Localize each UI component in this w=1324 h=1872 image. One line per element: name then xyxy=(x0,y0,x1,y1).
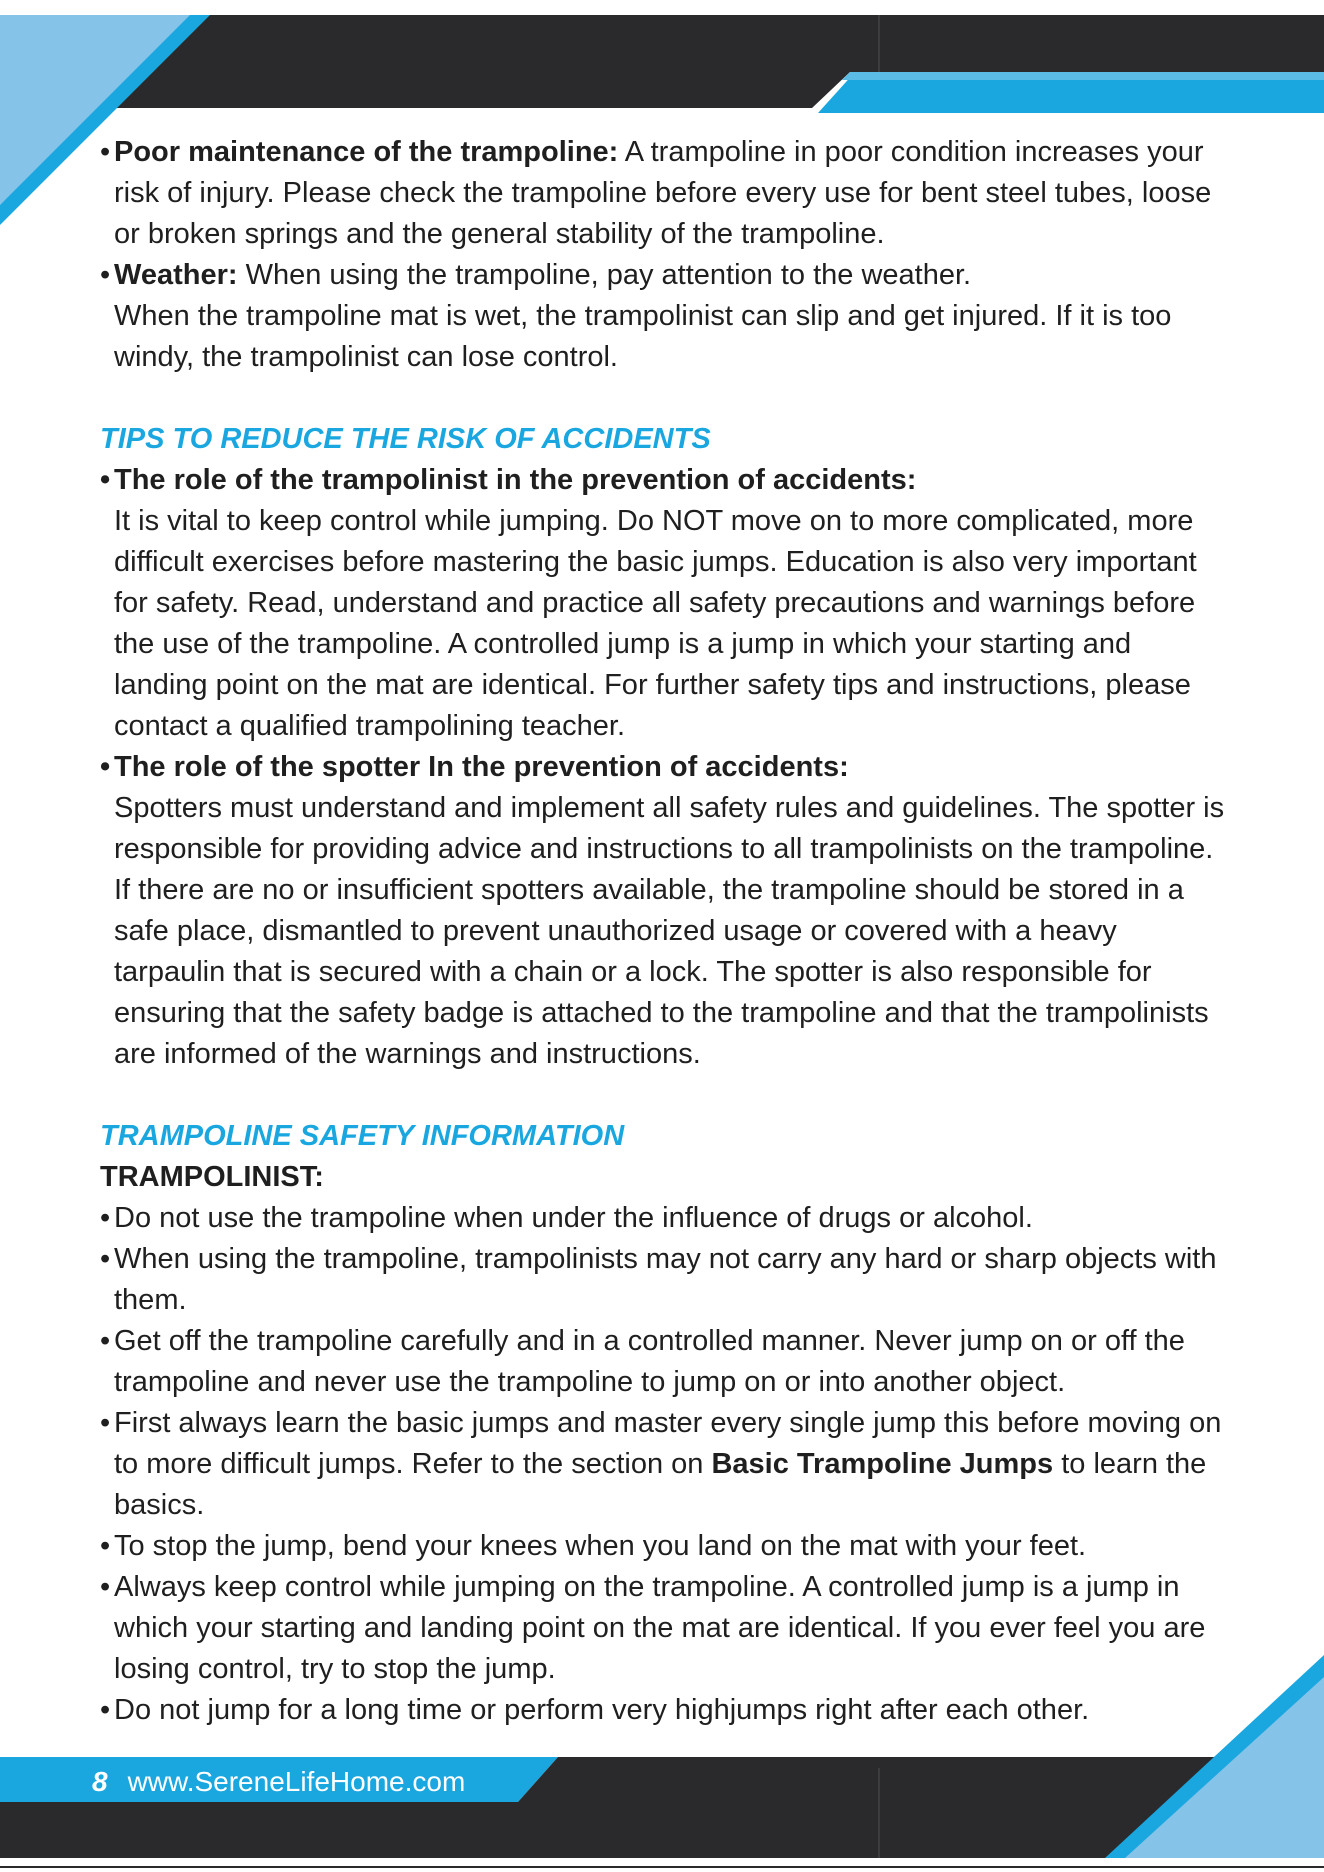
tips-heading-trampolinist: • The role of the trampolinist in the prevention of accidents: xyxy=(100,464,917,496)
safety-item: • When using the trampoline, trampolinists may not carry any hard or sharp objects with them. xyxy=(100,1243,1217,1316)
tips-body-trampolinist: It is vital to keep control while jumping. Do NOT move on to more complicated, more difficult exercises before mastering the basic jumps. Education is also very important for safety. Read, understand and practice all safety precautions and warnings before the use of the trampoline. A controlled jump is a jump in which your starting and landing point on the mat are identical. For further safety tips and instructions, please contact a qualified trampolining teacher. xyxy=(114,505,1197,742)
page-bottom-line xyxy=(0,1866,1324,1868)
page-number: 8 xyxy=(92,1766,108,1797)
safety-item: • First always learn the basic jumps and master every single jump this before moving on to more difficult jumps. Refer to the section on Basic Trampoline Jumps to learn the basics. xyxy=(100,1407,1222,1521)
intro-item-weather: • Weather: When using the trampoline, pay attention to the weather. xyxy=(100,259,972,291)
document-body xyxy=(100,132,1230,1731)
website-link[interactable]: www.SereneLifeHome.com xyxy=(127,1766,466,1797)
safety-item: • To stop the jump, bend your knees when you land on the mat with your feet. xyxy=(100,1530,1087,1562)
tips-heading-spotter: • The role of the spotter In the prevention of accidents: xyxy=(100,751,849,783)
section-title-safety: TRAMPOLINE SAFETY INFORMATION xyxy=(100,1120,625,1152)
section-title-tips: TIPS TO REDUCE THE RISK OF ACCIDENTS xyxy=(100,423,711,455)
safety-item: • Do not jump for a long time or perform very highjumps right after each other. xyxy=(100,1694,1090,1726)
safety-item: • Always keep control while jumping on the trampoline. A controlled jump is a jump in which your starting and landing point on the mat are identical. If you ever feel you are losing control, try to stop the jump. xyxy=(100,1571,1206,1685)
tips-body-spotter: Spotters must understand and implement all safety rules and guidelines. The spotter is responsible for providing advice and instructions to all trampolinists on the trampoline. If there are no or insufficient spotters available, the trampoline should be stored in a safe place, dismantled to prevent unauthorized usage or covered with a heavy tarpaulin that is secured with a chain or a lock. The spotter is also responsible for ensuring that the safety badge is attached to the trampoline and that the trampolinists are informed of the warnings and instructions. xyxy=(114,792,1225,1070)
safety-item: • Get off the trampoline carefully and in a controlled manner. Never jump on or off the trampoline and never use the trampoline to jump on or into another object. xyxy=(100,1325,1185,1398)
header-divider xyxy=(878,15,880,72)
page-footer xyxy=(92,1762,465,1802)
safety-item: • Do not use the trampoline when under the influence of drugs or alcohol. xyxy=(100,1202,1033,1234)
header-light-blue-bar xyxy=(842,72,1324,80)
intro-item-maintenance: • Poor maintenance of the trampoline: A trampoline in poor condition increases your risk of injury. Please check the trampoline before every use for bent steel tubes, loose or broken springs and the general stability of the trampoline. xyxy=(100,136,1212,250)
safety-subtitle: TRAMPOLINIST: xyxy=(100,1161,324,1193)
footer-divider xyxy=(878,1768,880,1858)
intro-weather-continuation: When the trampoline mat is wet, the trampolinist can slip and get injured. If it is too windy, the trampolinist can lose control. xyxy=(114,300,1172,373)
basic-jumps-reference: Basic Trampoline Jumps xyxy=(711,1448,1054,1480)
